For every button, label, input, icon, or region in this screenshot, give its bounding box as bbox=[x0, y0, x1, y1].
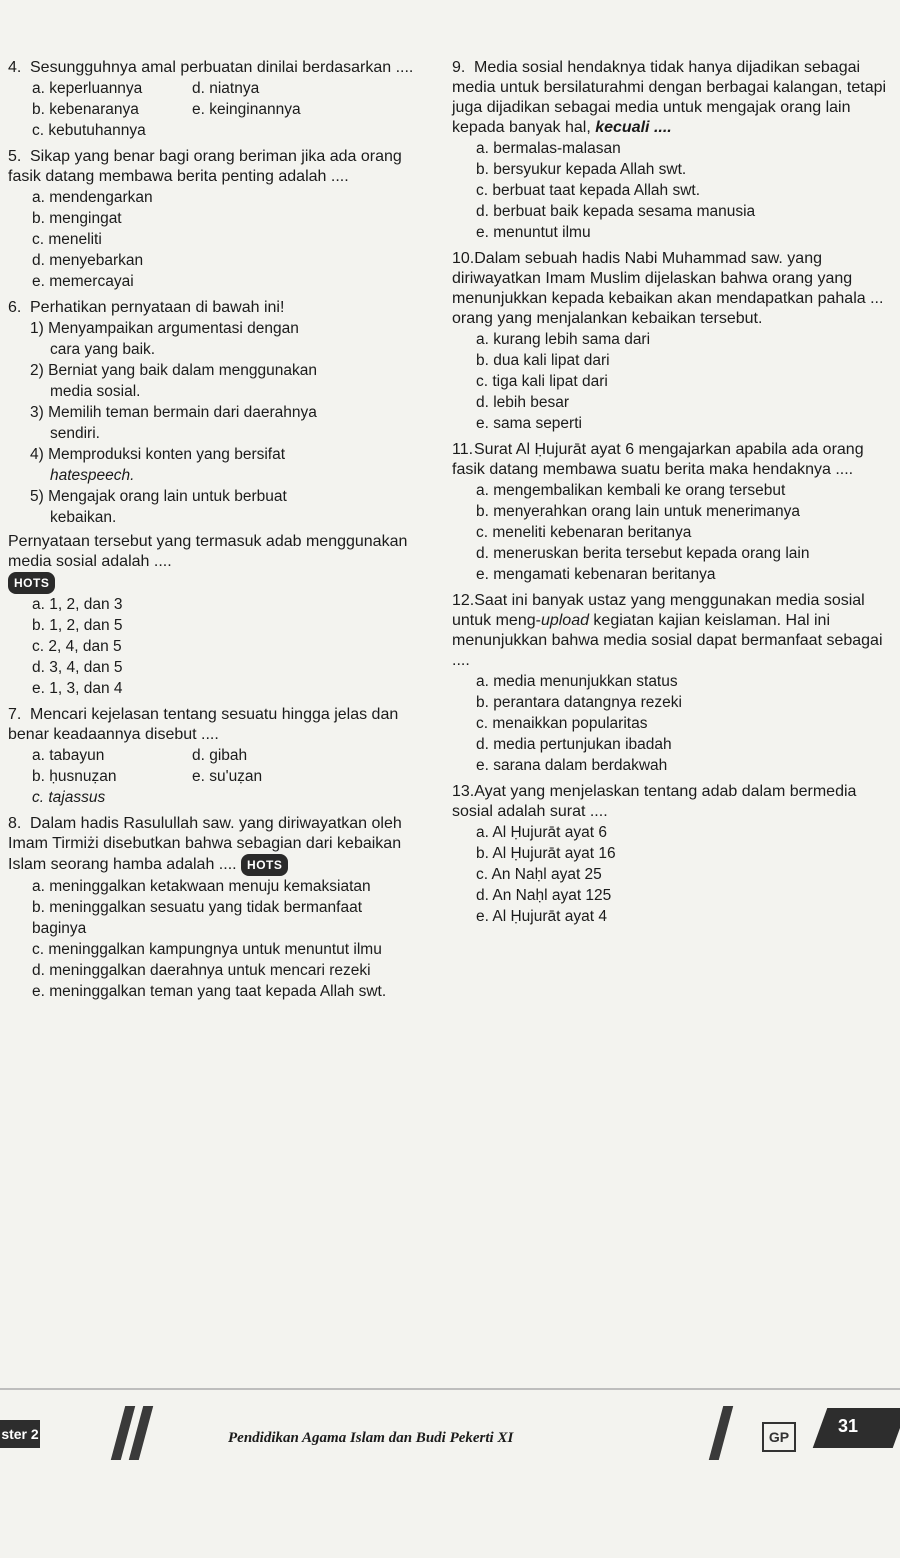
question-13-stem: Ayat yang menjelaskan tentang adab dalam bermedia sosial adalah surat .... bbox=[452, 783, 857, 820]
question-10: 10.Dalam sebuah hadis Nabi Muhammad saw. yang diriwayatkan Imam Muslim dijelaskan bahwa orang yang menunjukkan kepada kebaikan akan mendapatkan pahala ... orang yang menjalankan kebaikan tersebut. a. kurang lebih sama dari b. dua kali lipat dari c. tiga kali lipat dari d. lebih besar e. sama seperti bbox=[452, 249, 892, 434]
publisher-logo-icon: GP bbox=[762, 1422, 796, 1452]
statement: 3) Memilih teman bermain dari daerahnya sendiri. bbox=[30, 404, 317, 442]
option: c. meneliti kebenaran beritanya bbox=[476, 524, 692, 541]
statement: 4) Memproduksi konten yang bersifat hatespeech. bbox=[30, 446, 286, 484]
option: c. menaikkan popularitas bbox=[476, 715, 648, 732]
option: a. bermalas-malasan bbox=[476, 140, 621, 157]
question-12-stem: Saat ini banyak ustaz yang menggunakan media sosial untuk meng-upload kegiatan kajian keislaman. Hal ini menunjukkan bahwa media sosial dapat bermanfaat sebagai .... bbox=[452, 592, 883, 669]
option: b. ḥusnuẓan bbox=[32, 768, 117, 785]
question-10-options bbox=[476, 329, 892, 434]
option: d. niatnya bbox=[192, 80, 260, 97]
question-7: 7. Mencari kejelasan tentang sesuatu hingga jelas dan benar keadaannya disebut .... a. tabayun d. gibah b. ḥusnuẓan e. su'uẓan c. tajassus bbox=[8, 705, 418, 808]
statement: 5) Mengajak orang lain untuk berbuat kebaikan. bbox=[30, 488, 287, 526]
hots-badge: HOTS bbox=[8, 572, 55, 594]
question-9: 9. Media sosial hendaknya tidak hanya dijadikan sebagai media untuk bersilaturahmi dengan berbagai kalangan, tetapi juga dijadikan sebagai media untuk mengajak orang lain kepada banyak hal, kecuali .... a. bermalas-malasan b. bersyukur kepada Allah swt. c. berbuat taat kepada Allah swt. d. berbuat baik kepada sesama manusia e. menuntut ilmu bbox=[452, 58, 892, 243]
question-4: 4. Sesungguhnya amal perbuatan dinilai berdasarkan .... a. keperluannya d. niatnya b. kebenaranya e. keinginannya c. kebutuhannya bbox=[8, 58, 418, 141]
option: c. berbuat taat kepada Allah swt. bbox=[476, 182, 701, 199]
option: b. 1, 2, dan 5 bbox=[32, 617, 123, 634]
option: d. gibah bbox=[192, 747, 248, 764]
option: b. menyerahkan orang lain untuk menerimanya bbox=[476, 503, 800, 520]
option: d. menyebarkan bbox=[32, 252, 144, 269]
option: a. keperluannya bbox=[32, 80, 143, 97]
option: a. meninggalkan ketakwaan menuju kemaksiatan bbox=[32, 878, 371, 895]
question-5-options bbox=[32, 187, 418, 292]
option: d. media pertunjukan ibadah bbox=[476, 736, 672, 753]
option: a. Al Ḥujurāt ayat 6 bbox=[476, 824, 607, 841]
question-10-stem: Dalam sebuah hadis Nabi Muhammad saw. yang diriwayatkan Imam Muslim dijelaskan bahwa orang yang menunjukkan kepada kebaikan akan mendapatkan pahala ... orang yang menjalankan kebaikan tersebut. bbox=[452, 250, 884, 327]
option: e. sarana dalam berdakwah bbox=[476, 757, 668, 774]
option: e. 1, 3, dan 4 bbox=[32, 680, 123, 697]
semester-label: ster 2 bbox=[0, 1420, 40, 1448]
question-13-options bbox=[476, 822, 892, 927]
question-12-options bbox=[476, 671, 892, 776]
option: e. menuntut ilmu bbox=[476, 224, 591, 241]
question-7-options bbox=[32, 745, 418, 808]
question-6-stem: Perhatikan pernyataan di bawah ini! bbox=[30, 299, 285, 316]
page-number: 31 bbox=[838, 1416, 859, 1436]
option: d. An Naḥl ayat 125 bbox=[476, 887, 612, 904]
question-8: 8. Dalam hadis Rasulullah saw. yang diriwayatkan oleh Imam Tirmiżi disebutkan bahwa sebagian dari kebaikan Islam seorang hamba adalah .... HOTS a. meninggalkan ketakwaan menuju kemaksiatan b. meninggalkan sesuatu yang tidak bermanfaat baginya c. meninggalkan kampungnya untuk menuntut ilmu d. meninggalkan daerahnya untuk mencari rezeki e. meninggalkan teman yang taat kepada Allah swt. bbox=[8, 814, 418, 1002]
decorative-slash bbox=[709, 1406, 733, 1460]
left-column bbox=[8, 58, 418, 1008]
option: e. meninggalkan teman yang taat kepada Allah swt. bbox=[32, 983, 387, 1000]
option: e. mengamati kebenaran beritanya bbox=[476, 566, 716, 583]
option: e. Al Ḥujurāt ayat 4 bbox=[476, 908, 607, 925]
option: a. mendengarkan bbox=[32, 189, 153, 206]
question-6-statements bbox=[30, 318, 418, 528]
page-footer bbox=[0, 1400, 900, 1460]
option: c. An Naḥl ayat 25 bbox=[476, 866, 602, 883]
question-7-stem: Mencari kejelasan tentang sesuatu hingga jelas dan benar keadaannya disebut .... bbox=[8, 706, 399, 743]
option: b. perantara datangnya rezeki bbox=[476, 694, 682, 711]
option: d. lebih besar bbox=[476, 394, 570, 411]
option: e. memercayai bbox=[32, 273, 134, 290]
statement: 1) Menyampaikan argumentasi dengan cara yang baik. bbox=[30, 320, 299, 358]
question-8-options bbox=[32, 876, 418, 1002]
option: e. keinginannya bbox=[192, 101, 301, 118]
option: a. kurang lebih sama dari bbox=[476, 331, 651, 348]
question-8-stem: Dalam hadis Rasulullah saw. yang diriwayatkan oleh Imam Tirmiżi disebutkan bahwa sebagian dari kebaikan Islam seorang hamba adalah .... bbox=[8, 815, 402, 873]
option: a. tabayun bbox=[32, 747, 105, 764]
question-13: 13.Ayat yang menjelaskan tentang adab dalam bermedia sosial adalah surat .... a. Al Ḥujurāt ayat 6 b. Al Ḥujurāt ayat 16 c. An Naḥl ayat 25 d. An Naḥl ayat 125 e. Al Ḥujurāt ayat 4 bbox=[452, 782, 892, 927]
footer-divider bbox=[0, 1388, 900, 1390]
option: d. meneruskan berita tersebut kepada orang lain bbox=[476, 545, 810, 562]
question-9-options bbox=[476, 138, 892, 243]
option: c. tiga kali lipat dari bbox=[476, 373, 608, 390]
kecuali-label: kecuali .... bbox=[595, 119, 672, 136]
question-6-options bbox=[32, 594, 418, 699]
option: d. meninggalkan daerahnya untuk mencari rezeki bbox=[32, 962, 371, 979]
option: b. kebenaranya bbox=[32, 101, 139, 118]
question-6: 6. Perhatikan pernyataan di bawah ini! 1) Menyampaikan argumentasi dengan cara yang baik. 2) Berniat yang baik dalam menggunakan media sosial. 3) Memilih teman bermain dari daerahnya sendiri. 4) Memproduksi konten yang bersifat hatespeech. 5) Mengajak orang lain untuk berbuat kebaikan. Pernyataan tersebut yang termasuk adab menggunakan media sosial adalah .... HOTS a. 1, 2, dan 3 b. 1, 2, dan 5 c. 2, 4, dan 5 d. 3, 4, dan 5 e. 1, 3, dan 4 bbox=[8, 298, 418, 699]
question-11-options bbox=[476, 480, 892, 585]
option: c. tajassus bbox=[32, 789, 106, 806]
book-title: Pendidikan Agama Islam dan Budi Pekerti XI bbox=[228, 1430, 514, 1446]
option: a. 1, 2, dan 3 bbox=[32, 596, 123, 613]
option: c. kebutuhannya bbox=[32, 122, 146, 139]
option: b. mengingat bbox=[32, 210, 122, 227]
option: b. bersyukur kepada Allah swt. bbox=[476, 161, 687, 178]
option: b. Al Ḥujurāt ayat 16 bbox=[476, 845, 616, 862]
option: c. meneliti bbox=[32, 231, 102, 248]
option: c. 2, 4, dan 5 bbox=[32, 638, 122, 655]
question-9-stem: Media sosial hendaknya tidak hanya dijadikan sebagai media untuk bersilaturahmi dengan berbagai kalangan, tetapi juga dijadikan sebagai media untuk mengajak orang lain kepada banyak hal, bbox=[452, 59, 887, 136]
option: b. meninggalkan sesuatu yang tidak bermanfaat baginya bbox=[32, 899, 363, 937]
question-12: 12.Saat ini banyak ustaz yang menggunakan media sosial untuk meng-upload kegiatan kajian keislaman. Hal ini menunjukkan bahwa media sosial dapat bermanfaat sebagai .... a. media menunjukkan status b. perantara datangnya rezeki c. menaikkan popularitas d. media pertunjukan ibadah e. sarana dalam berdakwah bbox=[452, 591, 892, 776]
option: d. berbuat baik kepada sesama manusia bbox=[476, 203, 756, 220]
option: e. su'uẓan bbox=[192, 768, 263, 785]
question-11: 11.Surat Al Ḥujurāt ayat 6 mengajarkan apabila ada orang fasik datang membawa suatu berita maka hendaknya .... a. mengembalikan kembali ke orang tersebut b. menyerahkan orang lain untuk menerimanya c. meneliti kebenaran beritanya d. meneruskan berita tersebut kepada orang lain e. mengamati kebenaran beritanya bbox=[452, 440, 892, 585]
question-4-options bbox=[32, 78, 418, 141]
question-5: 5. Sikap yang benar bagi orang beriman jika ada orang fasik datang membawa berita penting adalah .... a. mendengarkan b. mengingat c. meneliti d. menyebarkan e. memercayai bbox=[8, 147, 418, 292]
hots-badge: HOTS bbox=[241, 854, 288, 876]
question-4-stem: Sesungguhnya amal perbuatan dinilai berdasarkan .... bbox=[30, 59, 414, 76]
question-5-stem: Sikap yang benar bagi orang beriman jika ada orang fasik datang membawa berita penting adalah .... bbox=[8, 148, 402, 185]
right-column bbox=[452, 58, 892, 933]
option: c. meninggalkan kampungnya untuk menuntut ilmu bbox=[32, 941, 382, 958]
option: b. dua kali lipat dari bbox=[476, 352, 610, 369]
question-11-stem: Surat Al Ḥujurāt ayat 6 mengajarkan apabila ada orang fasik datang membawa suatu berita maka hendaknya .... bbox=[452, 441, 864, 478]
question-6-closing: Pernyataan tersebut yang termasuk adab menggunakan media sosial adalah .... bbox=[8, 533, 408, 570]
option: a. mengembalikan kembali ke orang tersebut bbox=[476, 482, 786, 499]
statement: 2) Berniat yang baik dalam menggunakan media sosial. bbox=[30, 362, 317, 400]
option: a. media menunjukkan status bbox=[476, 673, 678, 690]
option: e. sama seperti bbox=[476, 415, 582, 432]
option: d. 3, 4, dan 5 bbox=[32, 659, 123, 676]
